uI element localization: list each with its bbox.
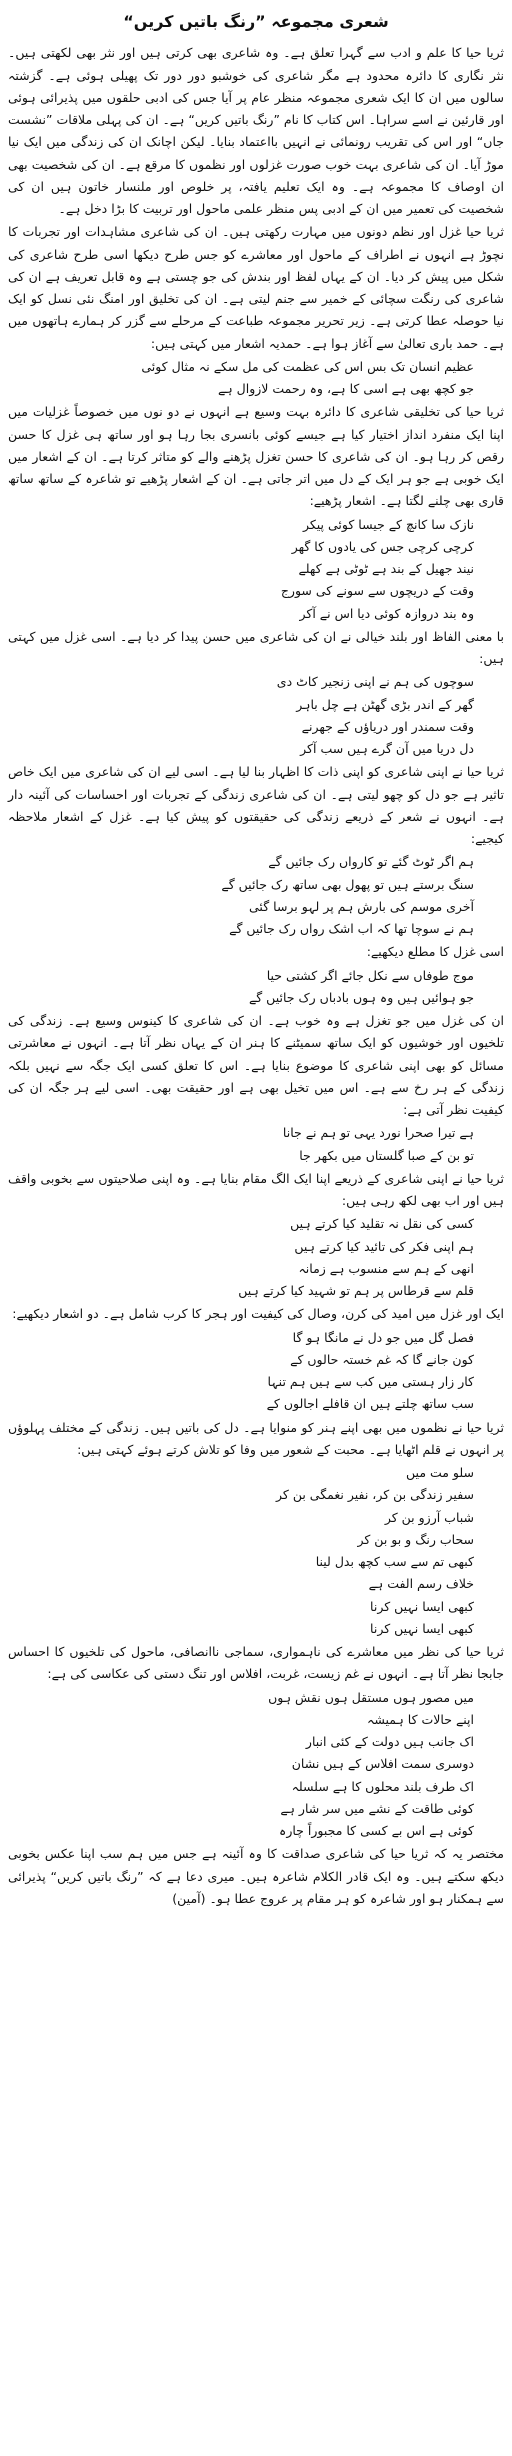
verse-block — [8, 671, 504, 760]
verse-line: سوچوں کی ہم نے اپنی زنجیر کاٹ دی — [276, 674, 474, 690]
verse-line: سلو مت میں — [406, 1465, 474, 1481]
verse-line: تو بن کے صبا گلستاں میں بکھر جا — [299, 1147, 474, 1163]
paragraph: ثریا حیا نے اپنی شاعری کو اپنی ذات کا اظہار بنا لیا ہے۔ اسی لیے ان کی شاعری میں ایک خاص تاثیر ہے جو دل کو چھو لیتی ہے۔ ان کی شاعری زندگی کے تجربات اور احساسات کی آئینہ دار ہے۔ انہوں نے شعر کے ذریعے زندگی کی حقیقتوں کو پیش کیا ہے۔ غزل کے اشعار ملاحظہ کیجیے: — [8, 764, 504, 847]
paragraph: ثریا حیا کی نظر میں معاشرے کی ناہمواری، سماجی ناانصافی، ماحول کی تلخیوں کا احساس جابجا نظر آتا ہے۔ انہوں نے غم زیست، غربت، افلاس اور تنگ دستی کی عکاسی کی ہے: — [8, 1644, 504, 1682]
verse-line: نازک سا کانچ کے جیسا کوئی پیکر — [302, 516, 474, 532]
verse-line: ہم نے سوچا تھا کہ اب اشک رواں رک جائیں گے — [229, 921, 474, 937]
verse-block — [8, 1213, 504, 1302]
verse-line: اپنے حالات کا ہمیشہ — [367, 1711, 474, 1727]
paragraph: با معنی الفاظ اور بلند خیالی نے ان کی شاعری میں حسن پیدا کر دیا ہے۔ اسی غزل میں کہتی ہیں: — [8, 628, 504, 667]
verse-line: سفیر زندگی بن کر، نفیر نغمگی بن کر — [276, 1487, 474, 1503]
paragraph: ثریا حیا نے نظموں میں بھی اپنے ہنر کو منوایا ہے۔ دل کی باتیں ہیں۔ زندگی کے مختلف پہلوؤں پر انہوں نے قلم اٹھایا ہے۔ محبت کے شعور میں وفا کو تلاش کرتے ہوئے کہتی ہیں: — [8, 1419, 504, 1457]
paragraph: اسی غزل کا مطلع دیکھیے: — [366, 944, 504, 960]
verse-line: کار زار ہستی میں کب سے ہیں ہم تنہا — [267, 1374, 474, 1390]
article-title: شعری مجموعہ ”رنگ باتیں کریں“ — [123, 12, 389, 31]
verse-block — [8, 514, 504, 625]
verse-line: ہم اگر ٹوٹ گئے تو کارواں رک جائیں گے — [268, 854, 474, 870]
verse-line: جو ہوائیں ہیں وہ ہوں بادباں رک جائیں گے — [248, 989, 474, 1005]
verse-line: دل دریا میں آن گرے ہیں سب آکر — [300, 741, 474, 757]
verse-block — [8, 965, 504, 1010]
verse-line: وہ بند دروازہ کوئی دیا اس نے آکر — [299, 605, 474, 621]
verse-line: موج طوفاں سے نکل جائے اگر کشتی حیا — [266, 967, 474, 983]
verse-line: سنگ برستے ہیں تو پھول بھی ساتھ رک جائیں گے — [221, 876, 474, 892]
verse-line: اک طرف بلند محلوں کا ہے سلسلہ — [291, 1778, 474, 1794]
verse-block — [8, 851, 504, 940]
verse-line: کبھی ایسا نہیں کرنا — [370, 1598, 474, 1614]
verse-line: ہے تیرا صحرا نورد یہی تو ہم نے جانا — [282, 1125, 474, 1141]
verse-line: گھر کے اندر بڑی گھٹن ہے چل باہر — [296, 696, 474, 712]
verse-line: نیند جھیل کے بند ہے ٹوٹی ہے کھلے — [298, 561, 474, 577]
paragraph: ان کی غزل میں جو تغزل ہے وہ خوب ہے۔ ان کی شاعری کا کینوس وسیع ہے۔ زندگی کی تلخیوں اور خوشیوں کو ایک ساتھ سمیٹنے کا ہنر ان کے یہاں نظر آتا ہے۔ انہوں نے معاشرتی مسائل کو بھی اپنی شاعری کا موضوع بنایا ہے۔ اس کا تعلق کسی ایک جگہ سے نہیں بلکہ زندگی کے ہر رخ سے ہے۔ اس میں تخیل بھی ہے اور حقیقت بھی۔ اسی لیے ہر جگہ ان کی کیفیت نظر آتی ہے: — [8, 1013, 504, 1118]
verse-line: کوئی ہے اس بے کسی کا مجبوراً چارہ — [279, 1823, 474, 1839]
verse-line: کوئی طاقت کے نشے میں سر شار ہے — [280, 1800, 474, 1816]
verse-line: کبھی تم سے سب کچھ بدل لینا — [315, 1554, 474, 1570]
verse-line: وقت سمندر اور دریاؤں کے جھرنے — [301, 718, 474, 734]
paragraph: ثریا حیا نے اپنی شاعری کے ذریعے اپنا ایک الگ مقام بنایا ہے۔ وہ اپنی صلاحیتوں سے بخوبی واقف ہیں اور اب بھی لکھ رہی ہیں: — [8, 1170, 504, 1209]
verse-line: کرچی کرچی جس کی یادوں کا گھر — [291, 538, 474, 554]
verse-line: آخری موسم کی بارش ہم پر لہو برسا گئی — [249, 898, 474, 914]
paragraph: ایک اور غزل میں امید کی کرن، وصال کی کیفیت اور ہجر کا کرب شامل ہے۔ دو اشعار دیکھیے: — [12, 1306, 504, 1322]
verse-line: کبھی ایسا نہیں کرنا — [370, 1620, 474, 1636]
verse-line: جو کچھ بھی ہے اسی کا ہے، وہ رحمت لازوال ہے — [218, 381, 474, 397]
verse-line: اک جانب ہیں دولت کے کئی انبار — [305, 1734, 474, 1750]
verse-line: عظیم انسان تک بس اس کی عظمت کی مل سکے نہ مثال کوئی — [141, 358, 474, 374]
verse-block — [8, 1122, 504, 1167]
verse-line: ہم اپنی فکر کی تائید کیا کرتے ہیں — [294, 1238, 474, 1254]
verse-line: کسی کی نقل نہ تقلید کیا کرتے ہیں — [290, 1216, 474, 1232]
verse-line: کون جانے گا کہ غم خستہ حالوں کے — [290, 1351, 474, 1367]
verse-block — [8, 1687, 504, 1843]
verse-line: میں مصور ہوں مستقل ہوں نقش ہوں — [268, 1689, 474, 1705]
paragraph: ثریا حیا غزل اور نظم دونوں میں مہارت رکھتی ہیں۔ ان کی شاعری مشاہدات اور تجربات کا نچوڑ ہے انہوں نے اطراف کے ماحول اور معاشرے کو جس طرح دیکھا اسی طرح شاعری کی شکل میں پیش کر دیا۔ ان کے یہاں لفظ اور بندش کی جو چستی ہے وہ قابل تعریف ہے ان کی شاعری کی رنگت سچائی کے خمیر سے جنم لیتی ہے۔ ان کی تخلیق اور امنگ نئی نسل کو ایک نیا حوصلہ عطا کرتی ہے۔ زیر تحریر مجموعہ طباعت کے مرحلے سے گزر کر ہمارے ہاتھوں میں ہے۔ حمد باری تعالیٰ سے آغاز ہوا ہے۔ حمدیہ اشعار میں کہتی ہیں: — [8, 224, 504, 351]
verse-block — [8, 1327, 504, 1416]
verse-line: وقت کے دریچوں سے سونے کی سورج — [280, 583, 474, 599]
verse-line: فصل گل میں جو دل نے مانگا ہو گا — [292, 1329, 474, 1345]
verse-line: دوسری سمت افلاس کے ہیں نشان — [291, 1756, 474, 1772]
verse-line: انھی کے ہم سے منسوب ہے زمانہ — [298, 1260, 474, 1276]
verse-line: سحاب رنگ و بو بن کر — [357, 1531, 474, 1547]
verse-block — [8, 356, 504, 401]
verse-line: سب ساتھ چلتے ہیں ان قافلے اجالوں کے — [266, 1396, 474, 1412]
paragraph: مختصر یہ کہ ثریا حیا کی شاعری صداقت کا وہ آئینہ ہے جس میں ہم سب اپنا عکس بخوبی دیکھ سکتے ہیں۔ وہ ایک قادر الکلام شاعرہ ہیں۔ میری دعا ہے کہ ”رنگ باتیں کریں“ پذیرائی سے ہمکنار ہو اور شاعرہ کو ہر مقام پر عروج عطا ہو۔ (آمین) — [8, 1846, 504, 1906]
verse-line: شباب آرزو بن کر — [384, 1509, 474, 1525]
verse-line: قلم سے قرطاس پر ہم تو شہید کیا کرتے ہیں — [238, 1283, 474, 1299]
verse-line: خلاف رسم الفت ہے — [368, 1576, 474, 1592]
verse-block — [8, 1462, 504, 1640]
paragraph: ثریا حیا کا علم و ادب سے گہرا تعلق ہے۔ وہ شاعری بھی کرتی ہیں اور نثر بھی لکھتی ہیں۔ نثر نگاری کا دائرہ محدود ہے مگر شاعری کی خوشبو دور دور تک پھیلی ہوئی ہے۔ گزشتہ سالوں میں ان کا ایک شعری مجموعہ منظر عام پر آیا جس کی ادبی حلقوں میں پذیرائی ہوئی اور قارئین نے اسے سراہا۔ اس کتاب کا نام ”رنگ باتیں کریں“ ہے۔ ان کی پہلی ملاقات ”نشست جاں“ اور اس کی تقریب رونمائی نے انہیں بااعتماد بنایا۔ لیکن اچانک ان کی زندگی میں ایک نیا موڑ آیا۔ ان کی شاعری بہت خوب صورت غزلوں اور نظموں کا مرقع ہے۔ ان کی شخصیت بھی ان اوصاف کا مجموعہ ہے۔ وہ ایک تعلیم یافتہ، پر خلوص اور ملنسار خاتون ہیں ان کی شخصیت کی تعمیر میں ان کے ادبی پس منظر علمی ماحول اور تربیت کا بڑا دخل ہے۔ — [7, 45, 504, 217]
paragraph: ثریا حیا کی تخلیقی شاعری کا دائرہ بہت وسیع ہے انہوں نے دو نوں میں خصوصاً غزلیات میں اپنا ایک منفرد انداز اختیار کیا ہے جیسے کوئی بانسری بجا رہا ہو اور ساتھ ہی غزل کا حسن رقص کر رہا ہو۔ ان کی شاعری کا حسن تغزل پڑھنے والے کو متاثر کرتا ہے۔ ان کے اشعار میں ایک خوبی ہے جو ہر ایک کے دل میں اتر جاتی ہے۔ ان کے اشعار پڑھیے تو شاعرہ کے ساتھ ساتھ قاری بھی چلنے لگتا ہے۔ اشعار پڑھیے: — [8, 404, 504, 509]
